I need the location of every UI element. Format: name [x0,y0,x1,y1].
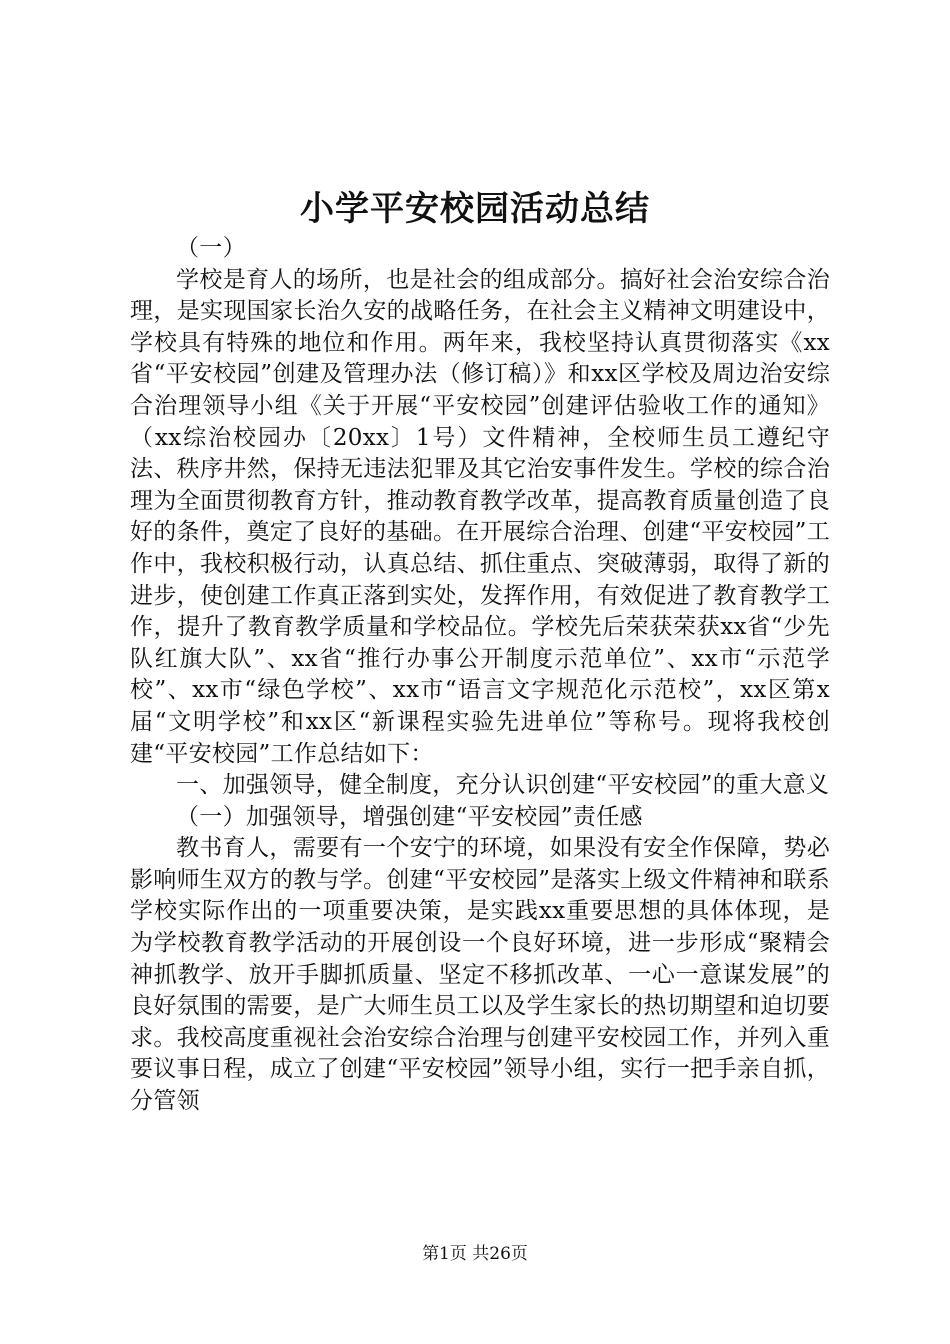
intro-paragraph: 学校是育人的场所，也是社会的组成部分。搞好社会治安综合治理，是实现国家长治久安的战略任务，在社会主义精神文明建设中，学校具有特殊的地位和作用。两年来，我校坚持认真贯彻落实《xx省“平安校园”创建及管理办法（修订稿）》和xx区学校及周边治安综合治理领导小组《关于开展“平安校园”创建评估验收工作的通知》（xx综治校园办〔20xx〕1号）文件精神，全校师生员工遵纪守法、秩序井然，保持无违法犯罪及其它治安事件发生。学校的综合治理为全面贯彻教育方针，推动教育教学改革，提高教育质量创造了良好的条件，奠定了良好的基础。在开展综合治理、创建“平安校园”工作中，我校积极行动，认真总结、抓住重点、突破薄弱，取得了新的进步，使创建工作真正落到实处，发挥作用，有效促进了教育教学工作，提升了教育教学质量和学校品位。学校先后荣获荣获xx省“少先队红旗大队”、xx省“推行办事公开制度示范单位”、xx市“示范学校”、xx市“绿色学校”、xx市“语言文字规范化示范校”，xx区第x届“文明学校”和xx区“新课程实验先进单位”等称号。现将我校创建“平安校园”工作总结如下： [130,266,830,767]
page-footer: 第1页 共26页 [422,1244,528,1264]
document-body [130,233,830,1118]
section-marker: （一） [176,235,246,261]
body-paragraph: 教书育人，需要有一个安宁的环境，如果没有安全作保障，势必影响师生双方的教与学。创建“平安校园”是落实上级文件精神和联系学校实际作出的一项重要决策，是实践xx重要思想的具体体现，是为学校教育教学活动的开展创设一个良好环境，进一步形成“聚精会神抓教学、放开手脚抓质量、坚定不移抓改革、一心一意谋发展”的良好氛围的需要，是广大师生员工以及学生家长的热切期望和迫切要求。我校高度重视社会治安综合治理与创建平安校园工作，并列入重要议事日程，成立了创建“平安校园”领导小组，实行一把手亲自抓，分管领 [130,835,830,1115]
section-heading-1: 一、加强领导，健全制度，充分认识创建“平安校园”的重大意义 [176,772,830,799]
document-title: 小学平安校园活动总结 [300,189,650,229]
subsection-heading-1: （一）加强领导，增强创建“平安校园”责任感 [176,803,643,830]
